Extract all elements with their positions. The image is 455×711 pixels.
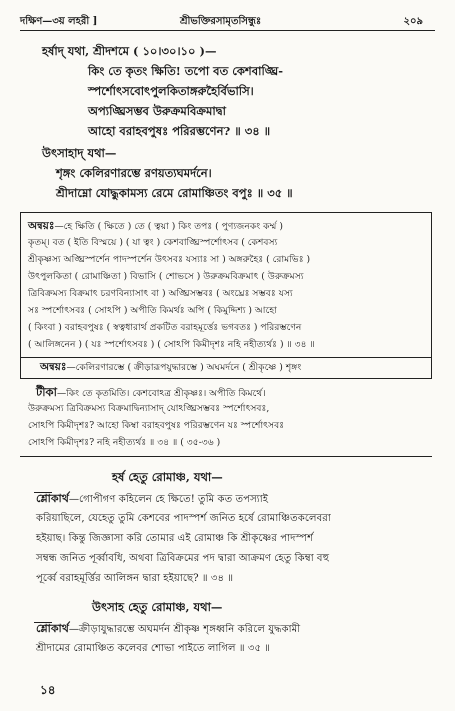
anvaya2-label: অন্বয়ঃ: [40, 361, 67, 373]
header-chapter: দক্ষিণ—৩য় লহরী ]: [20, 16, 98, 27]
anvaya2-line: [40, 360, 301, 375]
section-heading-harsha: হর্ষাদ্ যথা, শ্রীদশমে ( ১০।৩০।১০ )—: [42, 44, 217, 58]
verse-line-2: স্পর্শোৎসবোৎপুলকিতাঙ্গরুহৈর্বিভাসি।: [88, 84, 254, 98]
verse-line-4: আহো বরাহবপুষঃ পরিরম্ভণেন? ॥ ৩৪ ॥: [88, 124, 271, 138]
header-book-title: শ্রীভক্তিরসামৃতসিন্ধুঃ: [180, 16, 262, 27]
tika-line-2: উরুক্রমস্য ত্রিবিক্রমস্য বিক্রমাদ্বিন্যাসাদ্ যোঽঙ্ঘ্রিসম্ভবঃ স্পর্শোৎসবঃ,: [28, 403, 270, 414]
sloka2-line-1: [36, 622, 300, 637]
anvaya-line-3: শ্রীকৃষ্ণস্য অঙ্ঘ্রিস্পর্শেন পাদস্পর্শেন উৎসবঃ যস্যাঃ সা ) অঙ্গরুহৈঃ ( রোমভিঃ ): [28, 254, 311, 265]
sloka1-line-5: পূর্ব্বে বরাহমূর্ত্তির আলিঙ্গন দ্বারা হইয়াছে? ॥ ৩৪ ॥: [36, 573, 234, 584]
running-header: [20, 14, 435, 30]
tika-text-1: —কিং তে কৃতমিতি। কেশবোঽত্র শ্রীকৃষ্ণঃ। অপীতি কিমর্থে।: [56, 388, 266, 399]
header-rule: [20, 30, 435, 31]
sloka2-label: শ্লোকার্থ: [36, 622, 69, 635]
signature-mark: ১৪: [40, 683, 56, 697]
sloka2-text-1: —ক্রীড়াযুদ্ধারম্ভে অঘমর্দন শ্রীকৃষ্ণ শৃঙ্গধ্বনি করিলে যুদ্ধকামী: [68, 624, 301, 635]
verse-line-3: অপ্যঙ্ঘ্রিসম্ভব উরুক্রমবিক্রমাদ্বা: [88, 104, 226, 118]
sloka1-line-1: [36, 492, 268, 507]
anvaya-line-6: সঃ স্পর্শোৎসবঃ ( সোঽপি ) অপীতি কিমর্থঃ অপি ( কিমুদ্দিশ্য ) আহো: [28, 305, 277, 316]
sloka1-line-2: করিয়াছিলে, যেহেতু তুমি কেশবের পাদস্পর্শ জনিত হর্ষে রোমাঞ্চিতকলেবরা: [36, 513, 331, 524]
tika-label: টীকা: [36, 385, 57, 399]
anvaya-line-8: ( আলিঙ্গনেন ) ( যঃ স্পর্শোৎসবঃ ) ( সোঽপি কিমীদৃশঃ নহি নহীত্যর্থঃ ) ॥ ৩৪ ॥: [28, 339, 315, 350]
tika-line-1: [36, 385, 266, 401]
section-heading-harsha-romanca: হর্ষ হেতু রোমাঞ্চ, যথা—: [112, 470, 223, 484]
sloka1-text-1: —গোপীগণ কহিলেন হে ক্ষিতে! তুমি কত তপস্যাই: [68, 494, 269, 505]
anvaya-text-1: —হে ক্ষিতি ( ক্ষিতে ) তে ( ত্বয়া ) কিং তপঃ ( পুণ্যজনকং কর্ম্ম ): [54, 221, 283, 232]
anvaya-line-1: [28, 219, 283, 234]
anvaya-line-7: ( কিংবা ) বরাহবপুষঃ ( স্বত্বধারার্থ প্রকটিত বরাহমূর্ত্তেঃ ভগবতঃ ) পরিরম্ভণেন: [28, 322, 302, 333]
tika-line-3: সোঽপি কিমীদৃশঃ? আহো কিম্বা বরাহবপুষঃ পরিরম্ভণেন যঃ স্পর্শোৎসবঃ: [28, 420, 285, 431]
sloka2-line-2: শ্রীদামের রোমাঞ্চিত কলেবর শোভা পাইতে লাগিল ॥ ৩৫ ॥: [36, 643, 271, 654]
anvaya-line-4: উৎপুলকিতা ( রোমাঞ্চিতা ) বিভাসি ( শোভসে ) উরুক্রমবিক্রমাৎ ( উরুক্রমস্য: [28, 271, 304, 282]
header-page-number: ২০৯: [403, 16, 423, 27]
anvaya-line-2: কৃতম্। বত ( ইতি বিস্ময়ে ) ( যা ত্বং ) কেশবাঙ্ঘ্রিস্পর্শোৎসব ( কেশবস্য: [28, 237, 278, 248]
sloka1-line-4: সম্বন্ধ জনিত পূর্ব্বাবধি, অথবা ত্রিবিক্রমের পদ দ্বারা আক্রমণ হেতু কিম্বা বহু: [36, 553, 330, 564]
verse-line-6: শ্রীদাম্নো যোদ্ধুকামস্য রেমে রোমাঞ্চিতং বপুঃ ॥ ৩৫ ॥: [56, 186, 293, 200]
tika-line-4: সোঽপি কিমীদৃশঃ? নহি নহীত্যর্থঃ ॥ ৩৪ ॥ ( ৩৫-৩৬ ): [28, 437, 221, 448]
section-heading-utsaha: উৎসাহাদ্ যথা—: [42, 146, 117, 160]
sloka1-label: শ্লোকার্থ: [36, 492, 69, 505]
anvaya2-text: —কেলিরণারম্ভে ( ক্রীড়ারূপযুদ্ধারম্ভে ) অঘমর্দনে ( শ্রীকৃষ্ণে ) শৃঙ্গং: [66, 362, 302, 373]
anvaya-label: অন্বয়ঃ: [28, 220, 55, 232]
anvaya-line-5: ত্রিবিক্রমস্য বিক্রমাৎ চরণবিন্যাসাৎ বা ) অঙ্ঘ্রিসম্ভবঃ ( অংঘ্রেঃ সম্ভবঃ যস্য: [28, 288, 293, 299]
tika-bottom-rule: [20, 456, 432, 457]
section-heading-utsaha-romanca: উৎসাহ হেতু রোমাঞ্চ, যথা—: [92, 600, 223, 614]
verse-line-1: কিং তে কৃতং ক্ষিতি! তপো বত কেশবাঙ্ঘ্রি-: [88, 64, 284, 78]
sloka1-line-3: হইয়াছ। কিন্তু জিজ্ঞাসা করি তোমার এই রোমাঞ্চ কি শ্রীকৃষ্ণের পাদস্পর্শ: [36, 533, 314, 544]
verse-line-5: শৃঙ্গং কেলিরণারম্ভে রণয়ত্যঘমর্দনে।: [56, 166, 212, 180]
